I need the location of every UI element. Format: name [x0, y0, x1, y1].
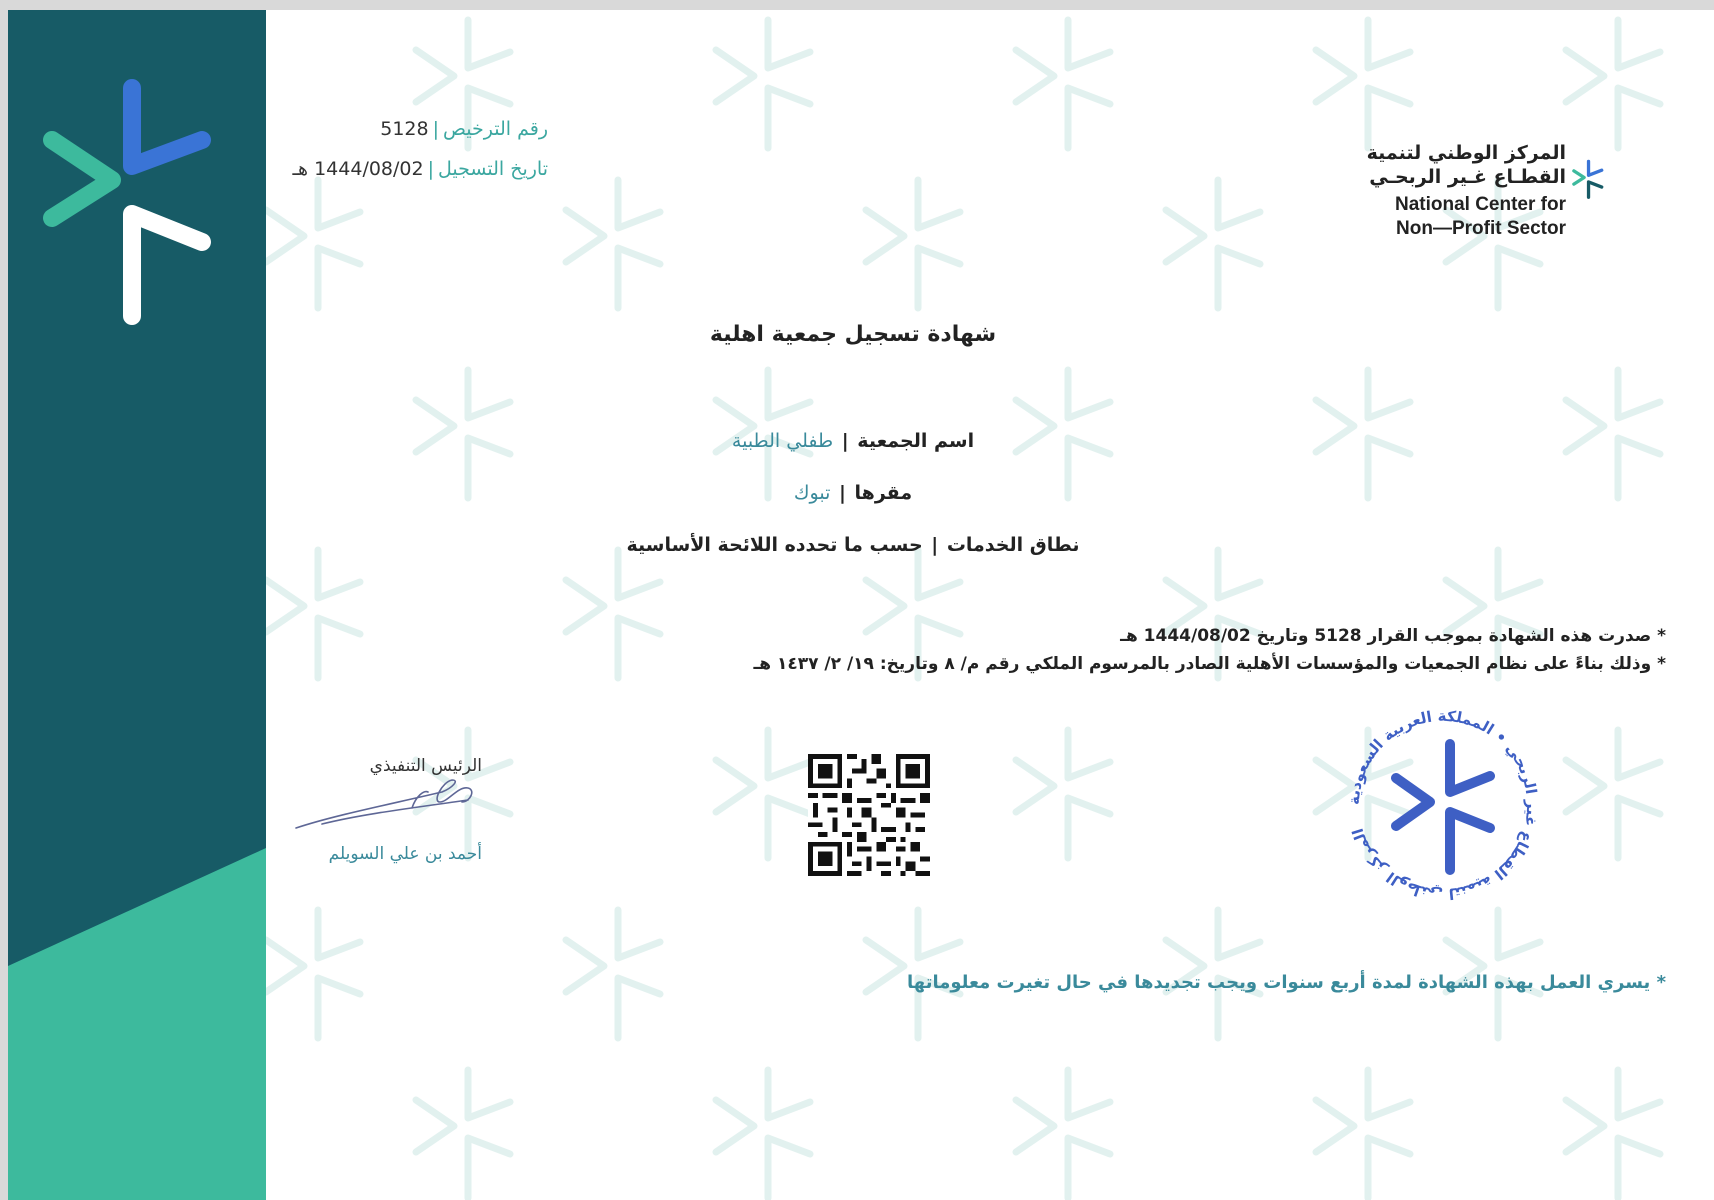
signature-icon: [292, 772, 482, 834]
services-scope-value: حسب ما تحدده اللائحة الأساسية: [626, 534, 923, 556]
watermark-pattern: [266, 10, 1714, 1200]
license-number-value: 5128: [380, 118, 429, 140]
registration-date-row: تاريخ التسجيل|1444/08/02 هـ: [292, 158, 548, 180]
official-seal-icon: [1338, 700, 1548, 910]
registration-date-label: تاريخ التسجيل: [438, 158, 548, 180]
org-logo-icon: [1568, 118, 1678, 248]
license-number-label: رقم الترخيص: [443, 118, 548, 140]
org-name-en-1: National Center for: [1394, 194, 1566, 215]
qr-code-icon: [808, 754, 930, 876]
association-name-row: اسم الجمعية | طفلي الطبية: [731, 430, 975, 452]
org-name-ar-2: القطـاع غـير الربحـي: [1369, 166, 1566, 188]
validity-note: * يسري العمل بهذه الشهادة لمدة أربع سنوات ويجب تجديدها في حال تغيرت معلوماتها: [907, 972, 1666, 993]
svg-text:المركز الوطني لتنمية القطاع غي: [1345, 707, 1541, 903]
license-number-row: رقم الترخيص|5128: [380, 118, 548, 140]
headquarters-value: تبوك: [793, 482, 831, 504]
signatory-title: الرئيس التنفيذي: [369, 756, 482, 776]
headquarters-row: مقرها | تبوك: [793, 482, 913, 504]
org-name-ar-1: المركز الوطني لتنمية: [1366, 142, 1566, 164]
legal-basis-note: * وذلك بناءً على نظام الجمعيات والمؤسسات الأهلية الصادر بالمرسوم الملكي رقم م/ ٨ وتاريخ: ١٩/ ٢/ ١٤٣٧ هـ: [753, 654, 1666, 674]
sidebar-decoration: [8, 10, 266, 1200]
seal-ring-text: المركز الوطني لتنمية القطاع غير الربحي • المملكة العربية السعودية: [1344, 706, 1542, 904]
services-scope-row: نطاق الخدمات | حسب ما تحدده اللائحة الأساسية: [626, 534, 1080, 556]
issued-note: * صدرت هذه الشهادة بموجب القرار 5128 وتاريخ 1444/08/02 هـ: [1120, 626, 1666, 646]
certificate-page: [8, 10, 1714, 1200]
certificate-title: شهادة تسجيل جمعية اهلية: [709, 322, 997, 347]
association-label: اسم الجمعية: [857, 430, 975, 452]
registration-date-value: 1444/08/02 هـ: [292, 158, 424, 180]
headquarters-label: مقرها: [854, 482, 913, 504]
association-value: طفلي الطبية: [731, 430, 834, 452]
org-name-en-2: Non—Profit Sector: [1396, 218, 1566, 239]
signatory-name: أحمد بن علي السويلم: [328, 844, 482, 864]
services-scope-label: نطاق الخدمات: [946, 534, 1080, 556]
